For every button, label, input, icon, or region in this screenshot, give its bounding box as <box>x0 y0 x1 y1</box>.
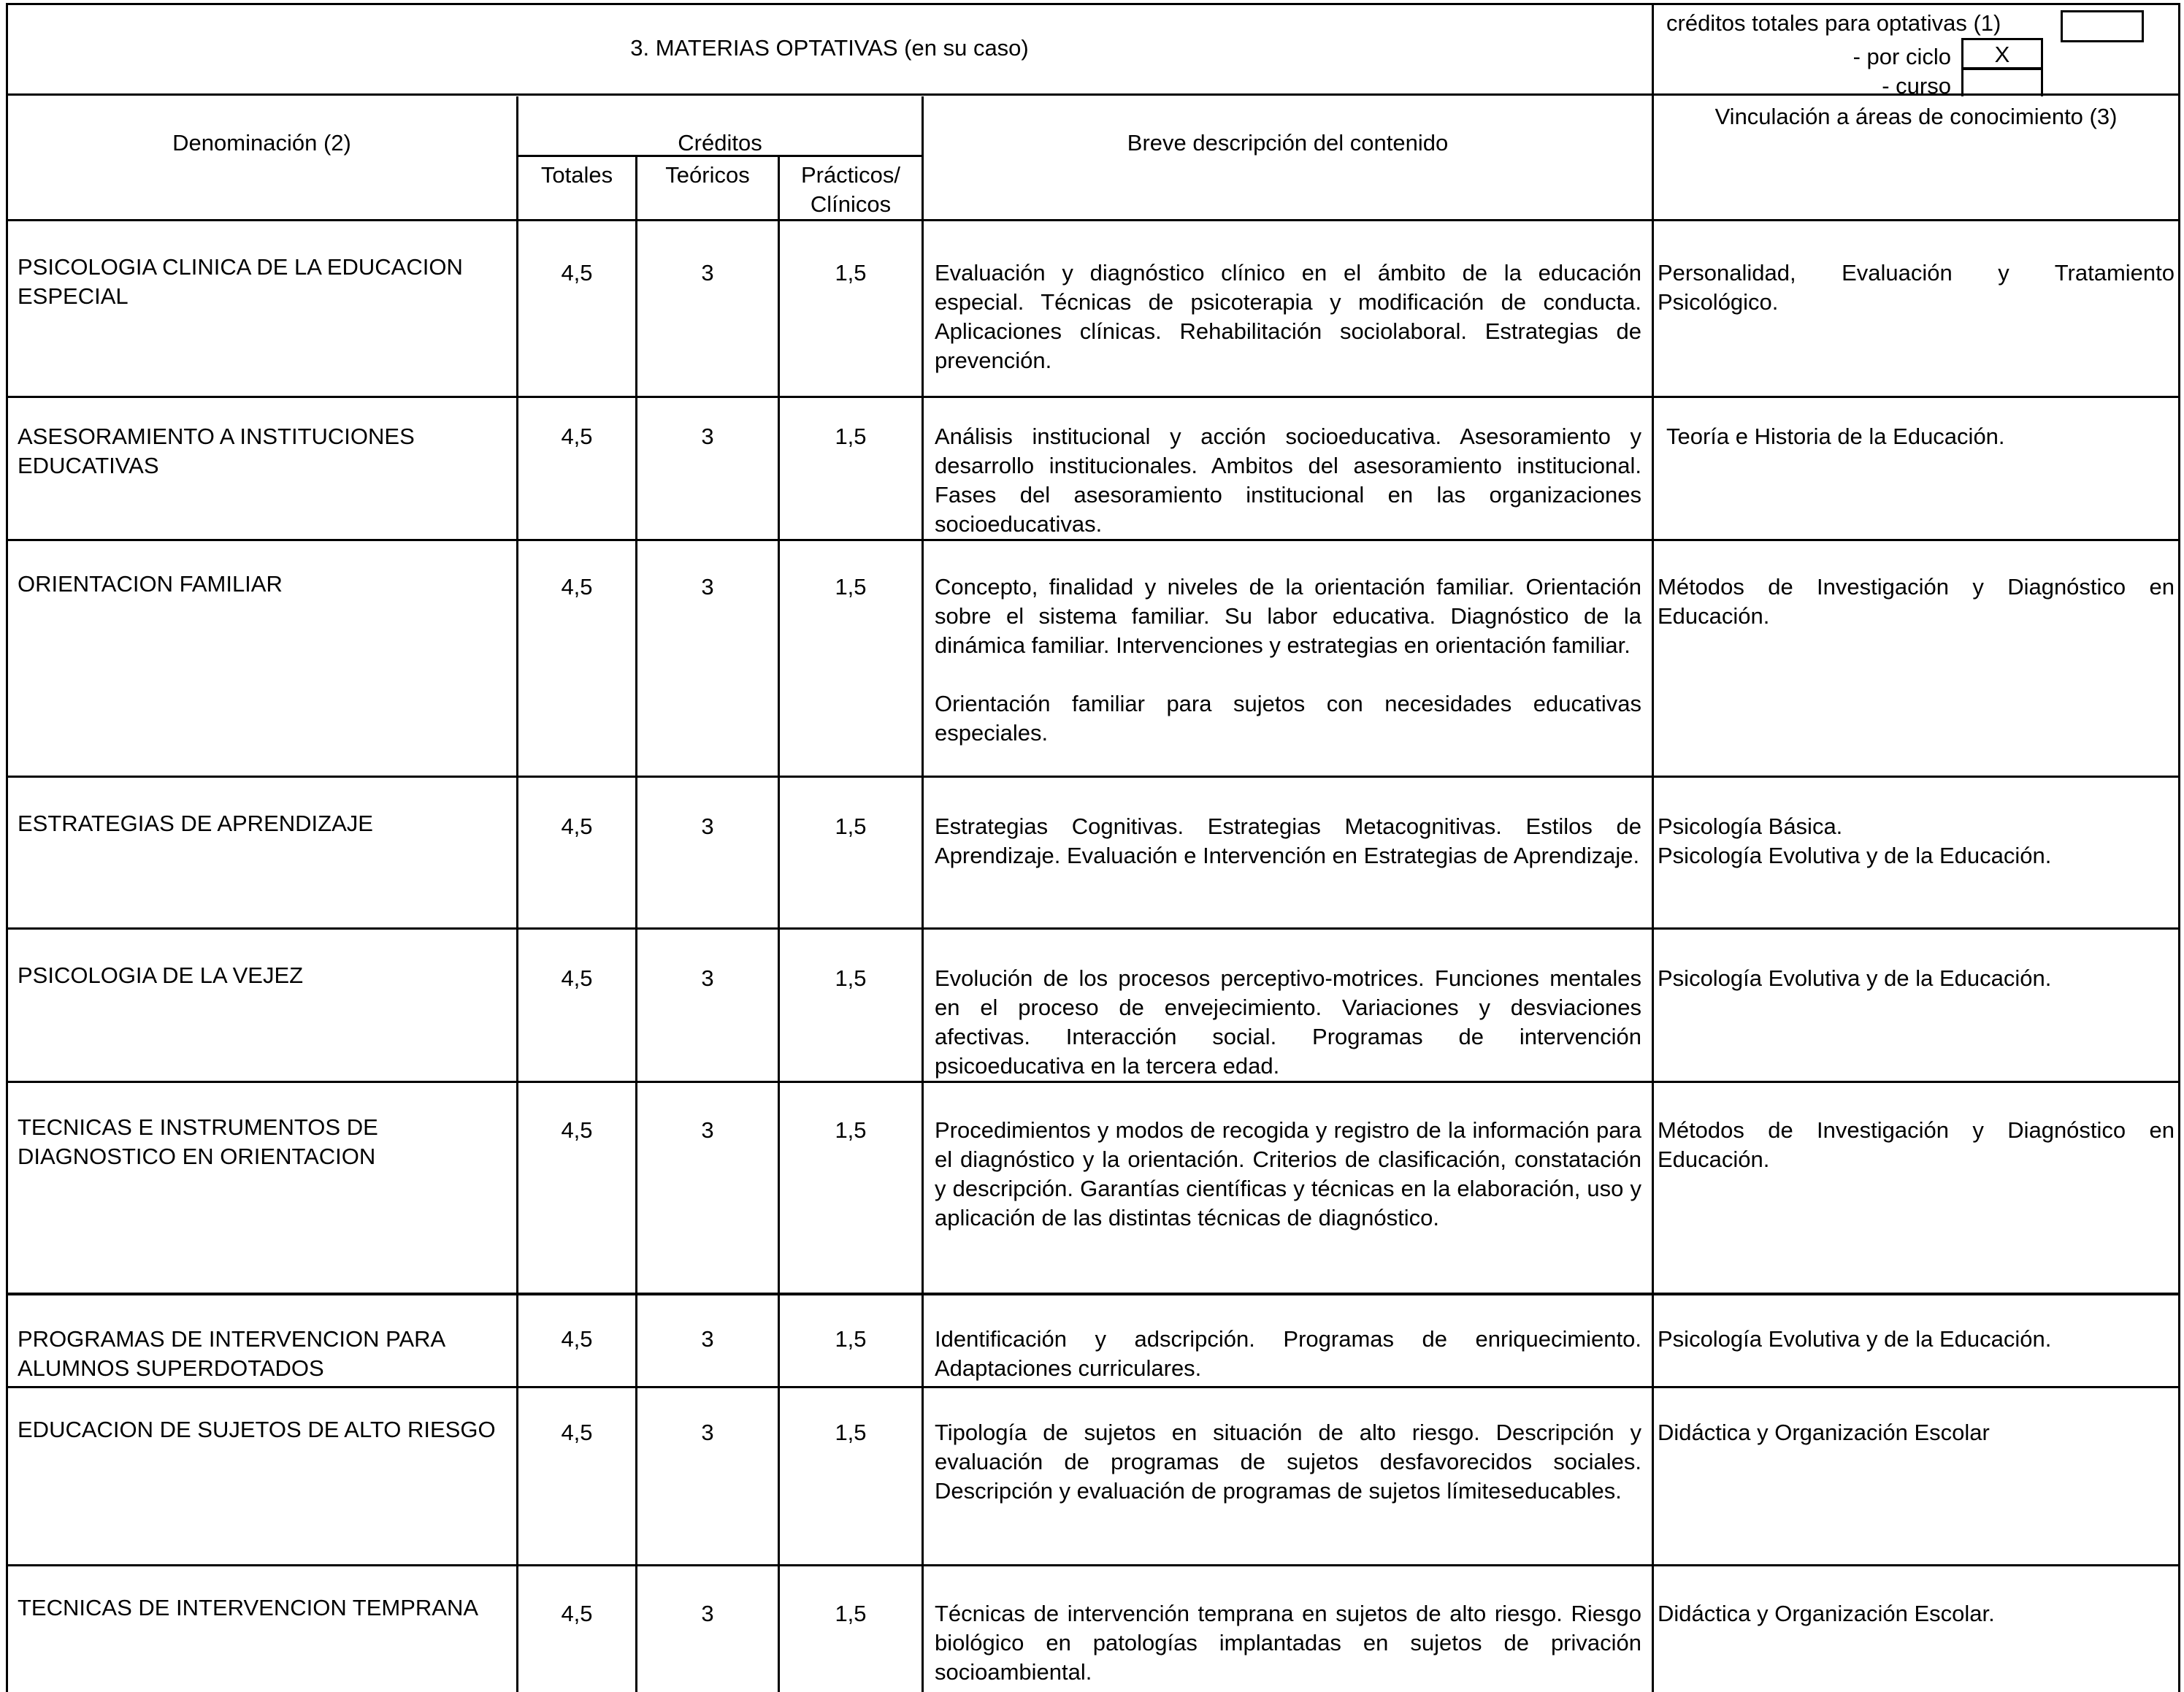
row-denominacion: PROGRAMAS DE INTERVENCION PARA ALUMNOS SUPERDOTADOS <box>18 1326 445 1381</box>
curso-label: - curso <box>1882 73 1951 99</box>
row-denominacion: ESTRATEGIAS DE APRENDIZAJE <box>18 811 373 836</box>
header-teoricos: Teóricos <box>665 162 750 188</box>
por-ciclo-label: - por ciclo <box>1852 44 1951 69</box>
row-divider <box>6 1564 2180 1566</box>
header-practicos-line2: Clínicos <box>810 191 892 217</box>
header-totales: Totales <box>540 162 613 188</box>
row-practicos: 1,5 <box>835 1117 867 1143</box>
row-descripcion: Evolución de los procesos perceptivo-motrices. Funciones mentales en el proceso de envejecimiento. Variaciones y desviaciones afectivas. Interacción social. Programas de intervención psicoeducativa en la tercera edad. <box>935 965 1641 1079</box>
row-descripcion: Concepto, finalidad y niveles de la orientación familiar. Orientación sobre el sistema familiar. Su labor educativa. Diagnóstico de la dinámica familiar. Intervenciones y estrategias en orientación familiar. <box>935 574 1641 658</box>
row-practicos: 1,5 <box>835 965 867 991</box>
row-totales: 4,5 <box>561 260 593 286</box>
row-area: Psicología Básica. <box>1658 814 1843 839</box>
row-totales: 4,5 <box>561 574 593 600</box>
row-teoricos: 3 <box>701 814 714 839</box>
row-area: Didáctica y Organización Escolar <box>1658 1420 1990 1445</box>
row-practicos: 1,5 <box>835 424 867 449</box>
border-top <box>6 3 2180 5</box>
row-area: Métodos de Investigación y Diagnóstico en Educación. <box>1658 1117 2175 1172</box>
col-divider-credits <box>516 96 518 1692</box>
row-descripcion: Análisis institucional y acción socioeducativa. Asesoramiento y desarrollo institucionales. Ambitos del asesoramiento institucional. Fases del asesoramiento institucional en las organizaciones socioeducativas. <box>935 424 1641 537</box>
row-descripcion: Tipología de sujetos en situación de alto riesgo. Descripción y evaluación de programas de sujetos desfavorecidos sociales. Descripción y evaluación de programas de sujetos límiteseducables. <box>935 1420 1641 1504</box>
row-totales: 4,5 <box>561 1326 593 1352</box>
credits-total-label: créditos totales para optativas (1) <box>1666 10 2001 36</box>
row-teoricos: 3 <box>701 424 714 449</box>
header-bottom <box>6 219 2180 221</box>
border-left <box>6 3 8 1692</box>
row-area: Didáctica y Organización Escolar. <box>1658 1601 1995 1626</box>
row-denominacion: EDUCACION DE SUJETOS DE ALTO RIESGO <box>18 1417 496 1442</box>
col-divider-desc <box>922 96 924 1692</box>
row-totales: 4,5 <box>561 1601 593 1626</box>
row-practicos: 1,5 <box>835 814 867 839</box>
por-ciclo-value: X <box>1994 42 2010 67</box>
row-teoricos: 3 <box>701 260 714 286</box>
row-area: Personalidad, Evaluación y Tratamiento Psicológico. <box>1658 260 2175 315</box>
row-divider <box>6 396 2180 398</box>
row-descripcion: Técnicas de intervención temprana en sujetos de alto riesgo. Riesgo biológico en patologías implantadas en sujetos de privación socioambiental. <box>935 1601 1641 1685</box>
row-practicos: 1,5 <box>835 260 867 286</box>
row-divider <box>6 1386 2180 1388</box>
col-divider-area <box>1652 3 1654 1692</box>
row-divider <box>6 1293 2180 1295</box>
row-divider <box>6 1081 2180 1083</box>
section-title: 3. MATERIAS OPTATIVAS (en su caso) <box>630 35 1029 61</box>
row-denominacion: PSICOLOGIA DE LA VEJEZ <box>18 962 304 988</box>
row-descripcion: Procedimientos y modos de recogida y registro de la información para el diagnóstico y la orientación. Criterios de clasificación, constatación y descripción. Garantías científicas y técnicas en la elaboración, uso y aplicación de las distintas técnicas de diagnóstico. <box>935 1117 1641 1230</box>
col-divider-teoricos <box>635 156 637 1692</box>
row-area: Psicología Evolutiva y de la Educación. <box>1658 1326 2052 1352</box>
por-ciclo-box[interactable] <box>1961 38 2043 70</box>
row-area: Teoría e Historia de la Educación. <box>1666 424 2005 449</box>
header-vinculacion: Vinculación a áreas de conocimiento (3) <box>1714 104 2118 129</box>
row-teoricos: 3 <box>701 1601 714 1626</box>
row-totales: 4,5 <box>561 814 593 839</box>
row-totales: 4,5 <box>561 965 593 991</box>
row-divider <box>6 927 2180 930</box>
col-divider-practicos <box>778 156 780 1692</box>
header-creditos: Créditos <box>678 130 762 156</box>
border-right <box>2178 3 2180 1692</box>
row-teoricos: 3 <box>701 1117 714 1143</box>
row-area: Métodos de Investigación y Diagnóstico en Educación. <box>1658 574 2175 629</box>
row-area: Psicología Evolutiva y de la Educación. <box>1658 965 2052 991</box>
row-area-extra: Psicología Evolutiva y de la Educación. <box>1658 843 2052 868</box>
header-descripcion: Breve descripción del contenido <box>1127 130 1449 156</box>
row-practicos: 1,5 <box>835 574 867 600</box>
row-totales: 4,5 <box>561 1420 593 1445</box>
row-denominacion: ASESORAMIENTO A INSTITUCIONES EDUCATIVAS <box>18 424 415 478</box>
row-totales: 4,5 <box>561 424 593 449</box>
row-teoricos: 3 <box>701 1326 714 1352</box>
row-teoricos: 3 <box>701 965 714 991</box>
credits-total-box[interactable] <box>2061 10 2144 42</box>
row-divider <box>6 539 2180 541</box>
row-denominacion: TECNICAS E INSTRUMENTOS DE DIAGNOSTICO EN ORIENTACION <box>18 1114 378 1169</box>
row-practicos: 1,5 <box>835 1601 867 1626</box>
row-descripcion: Evaluación y diagnóstico clínico en el ámbito de la educación especial. Técnicas de psicoterapia y modificación de conducta. Aplicaciones clínicas. Rehabilitación sociolaboral. Estrategias de prevención. <box>935 260 1641 373</box>
row-divider <box>6 776 2180 778</box>
row-descripcion: Estrategias Cognitivas. Estrategias Metacognitivas. Estilos de Aprendizaje. Evaluación e Intervención en Estrategias de Aprendizaje. <box>935 814 1641 868</box>
row-denominacion: TECNICAS DE INTERVENCION TEMPRANA <box>18 1595 479 1620</box>
row-teoricos: 3 <box>701 1420 714 1445</box>
row-denominacion: PSICOLOGIA CLINICA DE LA EDUCACION ESPECIAL <box>18 254 463 309</box>
header-practicos-line1: Prácticos/ <box>800 162 901 188</box>
row-totales: 4,5 <box>561 1117 593 1143</box>
row-practicos: 1,5 <box>835 1420 867 1445</box>
curso-box[interactable] <box>1961 67 2043 96</box>
row-teoricos: 3 <box>701 574 714 600</box>
header-denominacion: Denominación (2) <box>172 130 351 156</box>
row-descripcion: Identificación y adscripción. Programas de enriquecimiento. Adaptaciones curriculares. <box>935 1326 1641 1381</box>
row-practicos: 1,5 <box>835 1326 867 1352</box>
row-descripcion-extra: Orientación familiar para sujetos con necesidades educativas especiales. <box>935 691 1641 746</box>
row-denominacion: ORIENTACION FAMILIAR <box>18 571 283 597</box>
